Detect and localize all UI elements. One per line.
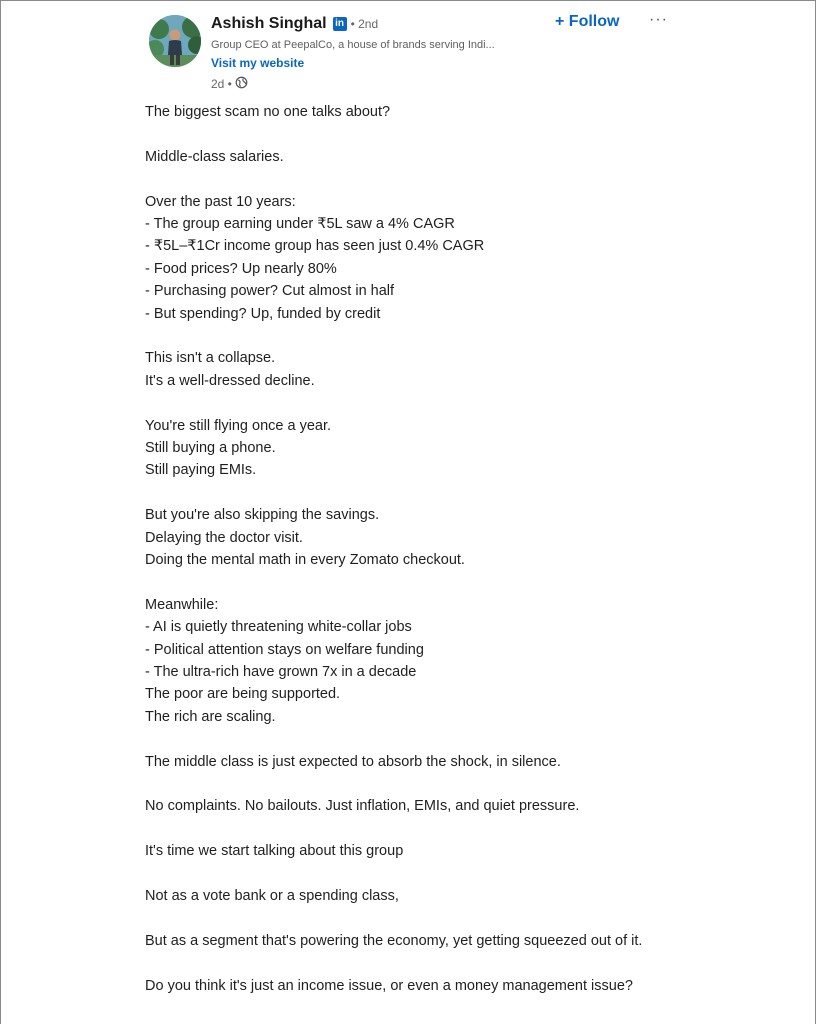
paragraph-gap [145,952,685,974]
post-time-row [211,76,248,92]
paragraph-gap [145,818,685,840]
post-text-line: The biggest scam no one talks about? [145,104,391,120]
connection-degree: • 2nd [350,17,379,31]
avatar-photo-icon [149,15,201,67]
more-options-icon[interactable]: ··· [649,11,668,28]
post-text-line: Still paying EMIs. [145,462,257,479]
post-text-line: The poor are being supported. [145,686,341,703]
post-text-line: Over the past 10 years: [145,193,296,210]
post-text-line: You're still flying once a year. [145,417,332,434]
post-text-line: The middle class is just expected to absorb the shock, in silence. [145,753,561,770]
post-text-line: - Food prices? Up nearly 80% [145,260,337,277]
paragraph-gap [145,392,685,414]
post-text-line: - The group earning under ₹5L saw a 4% CAGR [145,216,455,232]
paragraph-gap [145,168,685,190]
author-headline: Group CEO at PeepalCo, a house of brands serving Indi... [211,39,495,51]
linkedin-premium-icon: in [333,17,347,31]
post-text-line: Doing the mental math in every Zomato checkout. [145,552,465,569]
post-text-line: - Political attention stays on welfare funding [145,641,424,658]
author-name[interactable]: Ashish Singhal [211,15,327,32]
paragraph-gap [145,728,685,750]
paragraph-gap [145,571,685,593]
author-name-row [211,15,378,33]
post-text-line: No complaints. No bailouts. Just inflation, EMIs, and quiet pressure. [145,798,580,815]
post-text-line: But you're also skipping the savings. [145,507,380,524]
follow-button[interactable]: + Follow [555,13,620,30]
linkedin-post [145,11,685,994]
post-text-line: Meanwhile: [145,596,219,613]
post-text-line: It's a well-dressed decline. [145,372,315,389]
paragraph-gap [145,482,685,504]
globe-icon [235,76,248,92]
post-text-line: This isn't a collapse. [145,350,276,367]
post-text-line: - But spending? Up, funded by credit [145,305,381,322]
post-text-line: Delaying the doctor visit. [145,529,303,546]
post-text-line: Middle-class salaries. [145,148,284,165]
post-text-line: It's time we start talking about this group [145,843,404,860]
paragraph-gap [145,123,685,145]
post-header [145,13,685,97]
paragraph-gap [145,863,685,885]
paragraph-gap [145,325,685,347]
post-text-line: - The ultra-rich have grown 7x in a decade [145,664,417,681]
author-avatar[interactable] [149,15,201,67]
visit-website-link[interactable]: Visit my website [211,56,305,70]
post-body [145,101,685,997]
post-text-line: - AI is quietly threatening white-collar jobs [145,619,412,636]
post-text-line: Not as a vote bank or a spending class, [145,888,399,905]
post-time: 2d • [211,77,232,91]
post-text-line: - ₹5L–₹1Cr income group has seen just 0.4% CAGR [145,238,485,255]
post-text-line: Do you think it's just an income issue, or even a money management issue? [145,977,633,994]
post-text-line: The rich are scaling. [145,708,276,725]
post-text-line: - Purchasing power? Cut almost in half [145,283,395,300]
post-text-line: Still buying a phone. [145,440,276,457]
paragraph-gap [145,907,685,929]
paragraph-gap [145,773,685,795]
post-text-line: But as a segment that's powering the economy, yet getting squeezed out of it. [145,932,643,949]
